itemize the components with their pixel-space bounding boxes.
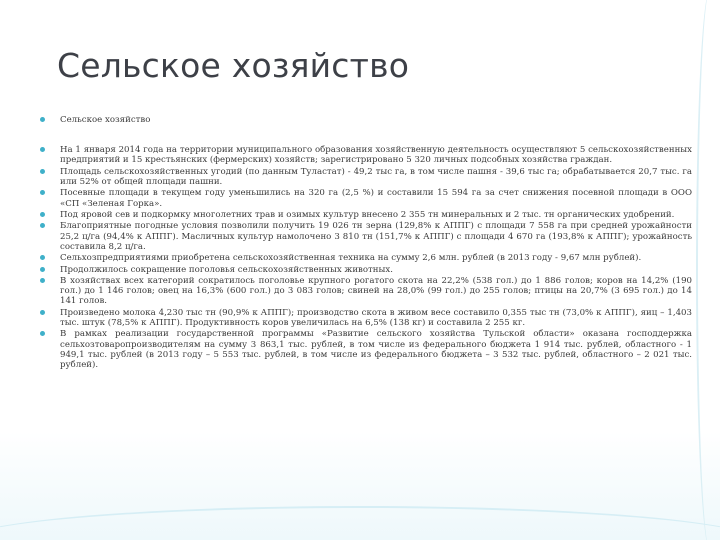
bullet-item [40,265,692,275]
bullet-item [40,329,692,370]
bullet-icon [40,169,45,174]
bullet-item [40,115,692,125]
bullet-item [40,145,692,165]
bullet-icon [40,255,45,260]
bullet-item [40,276,692,307]
bullet-list [40,115,692,371]
bullet-text: Произведено молока 4,230 тыс тн (90,9% к АППГ); производство скота в живом весе составило 0,355 тыс тн (73,0% к АППГ), яиц – 1,403 тыс. штук (78,5% к АППГ). Продуктивность коров увеличилась на 6,5% (138 кг) и составила 2 255 кг. [60,307,692,328]
bullet-text: Сельхозпредприятиями приобретена сельскохозяйственная техника на сумму 2,6 млн. рублей (в 2013 году - 9,67 млн рублей). [60,253,642,264]
bullet-text: В рамках реализации государственной программы «Развитие сельского хозяйства Тульской области» оказана господдержка сельхозтоваропроизводителям на сумму 3 863,1 тыс. рублей, в том числе из федерального бюджета 1 914 тыс. рублей, областного - 1 949,1 тыс. рублей (в 2013 году – 5 553 тыс. рублей, в том числе из федерального бюджета – 3 532 тыс. рублей, областного – 2 021 тыс. рублей). [60,329,692,370]
bullet-icon [40,310,45,315]
bullet-item [40,308,692,328]
bullet-icon [40,267,45,272]
bullet-text: В хозяйствах всех категорий сократилось поголовье крупного рогатого скота на 22,2% (538 гол.) до 1 886 голов; коров на 14,2% (190 гол.) до 1 146 голов; овец на 16,3% (600 гол.) до 3 083 голов; свиней на 28,0% (99 гол.) до 255 голов; птицы на 20,7% (3 695 гол.) до 14 141 голов. [60,275,692,307]
bullet-text: Благоприятные погодные условия позволили получить 19 026 тн зерна (129,8% к АППГ) с площади 7 558 га при средней урожайности 25,2 ц/га (94,4% к АППГ). Масличных культур намолочено 3 810 тн (151,7% к АППГ) с площади 4 670 га (193,8% к АППГ); урожайность составила 8,2 ц/га. [60,221,692,252]
bullet-text: Продолжилось сокращение поголовья сельскохозяйственных животных. [60,264,393,275]
bullet-text: Сельское хозяйство [60,115,151,125]
bullet-icon [40,147,45,152]
bullet-icon [40,190,45,195]
bullet-icon [40,212,45,217]
bullet-item [40,188,692,208]
bullet-text: На 1 января 2014 года на территории муниципального образования хозяйственную деятельность осуществляют 5 сельскохозяйственных предприятий и 15 крестьянских (фермерских) хозяйств; зарегистрировано 5 320 личных подсобных хозяйства граждан. [60,145,692,166]
bullet-text: Под яровой сев и подкормку многолетних трав и озимых культур внесено 2 355 тн минеральных и 2 тыс. тн органических удобрений. [60,209,675,220]
bullet-item [40,253,692,263]
decorative-swoosh-right [696,0,720,540]
bullet-item [40,210,692,220]
bullet-item [40,221,692,252]
bullet-icon [40,331,45,336]
bullet-icon [40,223,45,228]
bullet-item [40,167,692,187]
bullet-text: Посевные площади в текущем году уменьшились на 320 га (2,5 %) и составили 15 594 га за счет снижения посевной площади в ООО «СП «Зеленая Горка». [60,188,692,209]
bullet-icon [40,117,45,122]
bullet-text: Площадь сельскохозяйственных угодий (по данным Туластат) - 49,2 тыс га, в том числе пашня - 39,6 тыс га; обрабатывается 20,7 тыс. га или 52% от общей площади пашни. [60,166,692,187]
slide-title: Сельское хозяйство [57,46,410,85]
bullet-icon [40,278,45,283]
decorative-swoosh-bottom [0,506,720,540]
